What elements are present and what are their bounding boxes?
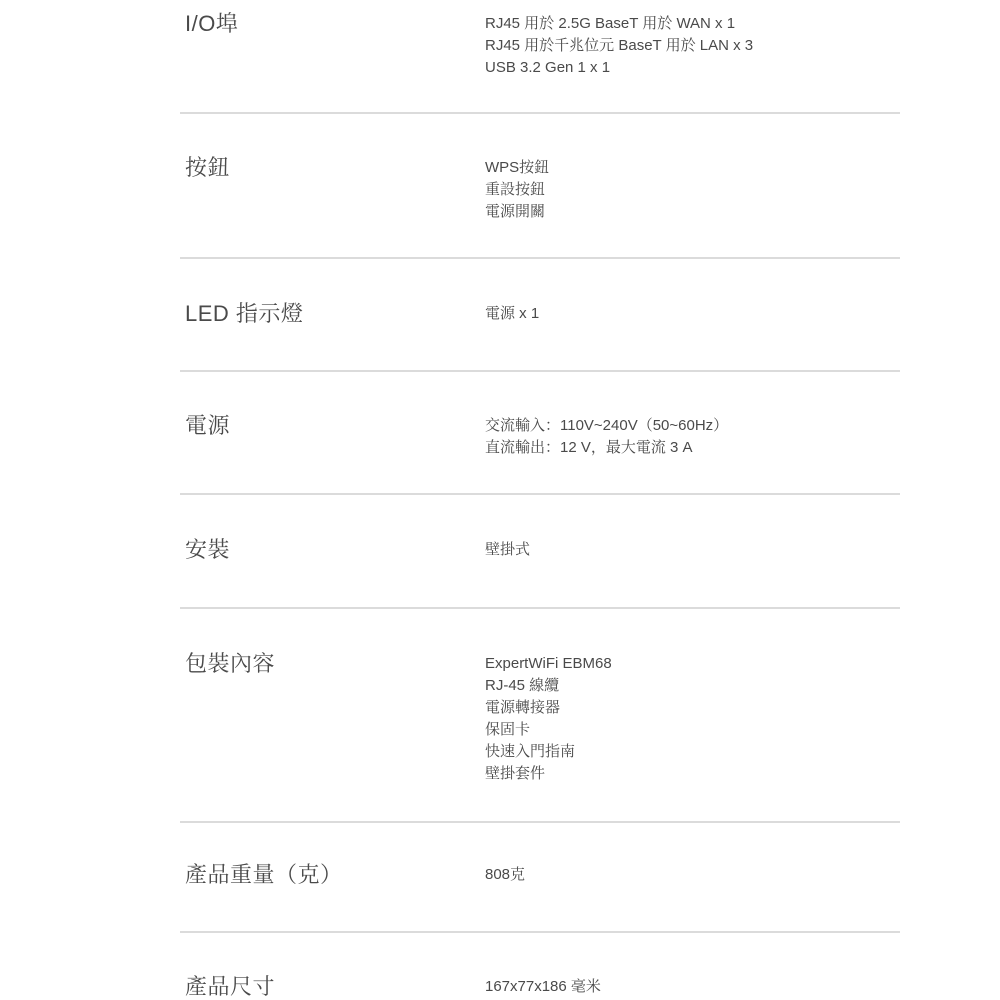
spec-row-values — [485, 538, 900, 561]
spec-value-line: 電源 x 1 — [485, 305, 540, 322]
spec-row-values — [485, 975, 900, 998]
spec-row-values — [485, 12, 900, 79]
spec-row-values — [485, 302, 900, 325]
spec-row-label: 安裝 — [185, 537, 231, 562]
spec-row — [180, 372, 900, 495]
spec-value-line: 交流輸入：110V~240V（50~60Hz） — [485, 417, 729, 434]
spec-row — [180, 259, 900, 372]
spec-value-line: 壁掛式 — [485, 541, 531, 558]
spec-value-line: 167x77x186 毫米 — [485, 978, 601, 995]
spec-row-values — [485, 414, 900, 459]
spec-table — [180, 0, 900, 1000]
spec-row — [180, 823, 900, 933]
spec-value-line: 快速入門指南 — [485, 743, 576, 760]
spec-row-label: 包裝內容 — [185, 651, 276, 676]
spec-value-line: RJ45 用於 2.5G BaseT 用於 WAN x 1 — [485, 15, 736, 32]
spec-row-label: 電源 — [185, 413, 231, 438]
spec-value-line: RJ-45 線纜 — [485, 677, 560, 694]
spec-value-line: 保固卡 — [485, 721, 531, 738]
spec-value-line: WPS按鈕 — [485, 159, 550, 176]
spec-row-values — [485, 863, 900, 886]
spec-row-values — [485, 156, 900, 223]
spec-value-line: 電源轉接器 — [485, 699, 561, 716]
spec-row-label: LED 指示燈 — [185, 301, 304, 326]
spec-row — [180, 495, 900, 609]
spec-row — [180, 609, 900, 823]
spec-value-line: 直流輸出：12 V，最大電流 3 A — [485, 439, 693, 456]
spec-row — [180, 114, 900, 259]
spec-value-line: USB 3.2 Gen 1 x 1 — [485, 59, 611, 76]
spec-row-label: 產品重量（克） — [185, 862, 343, 887]
spec-row-label: 按鈕 — [185, 155, 231, 180]
spec-value-line: ExpertWiFi EBM68 — [485, 655, 612, 672]
spec-value-line: 壁掛套件 — [485, 765, 546, 782]
spec-row — [180, 0, 900, 114]
spec-value-line: 電源開關 — [485, 203, 546, 220]
spec-row-label: 產品尺寸 — [185, 974, 276, 999]
spec-value-line: RJ45 用於千兆位元 BaseT 用於 LAN x 3 — [485, 37, 754, 54]
spec-row-label: I/O埠 — [185, 11, 239, 36]
spec-value-line: 重設按鈕 — [485, 181, 546, 198]
spec-value-line: 808克 — [485, 866, 526, 883]
spec-row-values — [485, 652, 900, 785]
spec-row — [180, 933, 900, 1000]
